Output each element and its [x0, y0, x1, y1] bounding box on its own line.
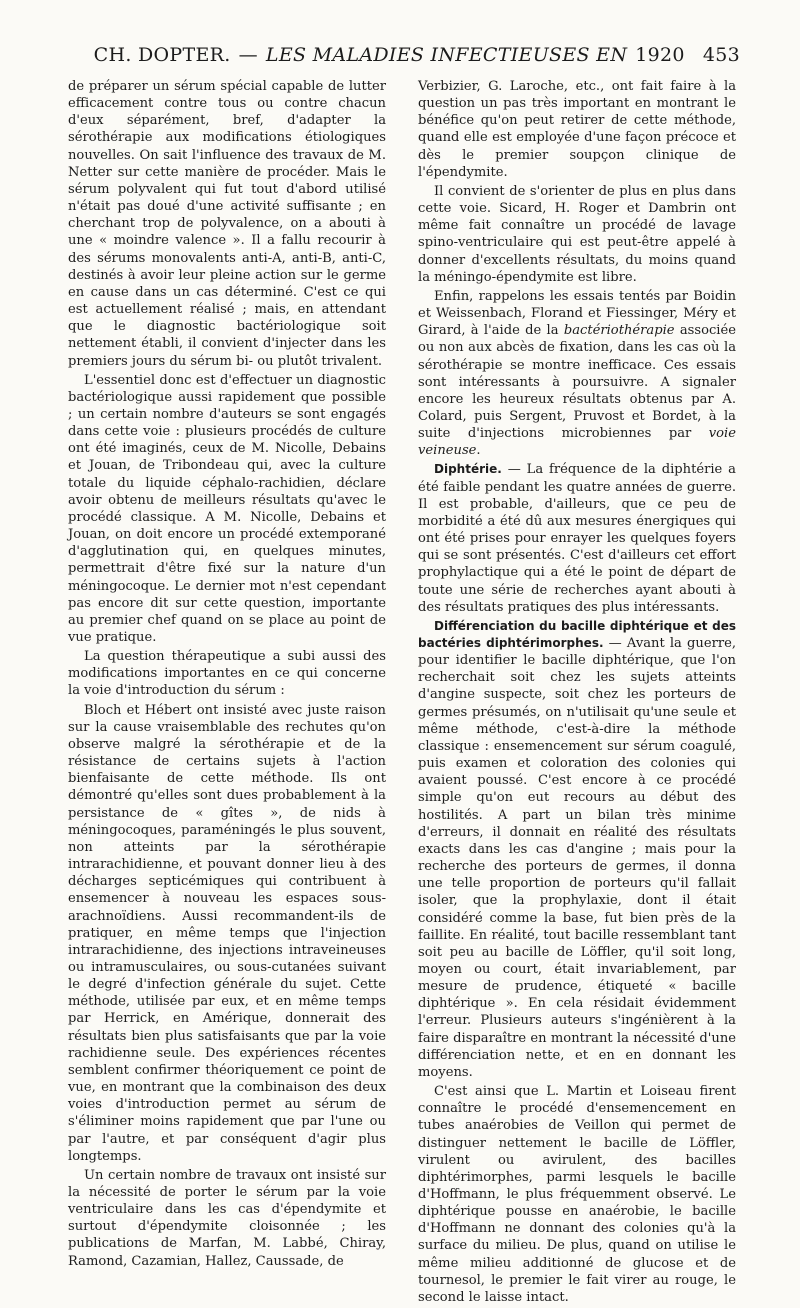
paragraph: La question thérapeutique a subi aussi des modifications importantes en ce qui concerne la voie d'introduction du sérum :	[68, 649, 386, 699]
paragraph	[418, 288, 736, 460]
header-author: CH. DOPTER.	[93, 44, 231, 66]
paragraph: L'essentiel donc est d'effectuer un diagnostic bactériologique aussi rapidement que possible ; un certain nombre d'auteurs se sont engagés dans cette voie : plusieurs procédés de culture ont été imaginés, ceux de M. Nicolle, Debains et Jouan, de Tribondeau qui, avec la culture totale du liquide céphalo-rachidien, déclare avoir obtenu de meilleurs résultats qu'avec le procédé classique. A M. Nicolle, Debains et Jouan, on doit encore un procédé extemporané d'agglutination qui, en quelques minutes, permettrait d'être fixé sur la nature d'un méningocoque. Le dernier mot n'est cependant pas encore dit sur cette question, importante au premier chef quand on se place au point de vue pratique.	[68, 372, 386, 645]
paragraph: de préparer un sérum spécial capable de lutter efficacement contre tous ou contre chacun d'eux séparément, bref, d'adapter la sérothérapie aux modifications étiologiques nouvelles. On sait l'influence des travaux de M. Netter sur cette manière de procéder. Mais le sérum polyvalent qui fut tout d'abord utilisé n'était pas doué d'une activité suffisante ; en cherchant trop de polyvalence, on a abouti à une « moindre valence ». Il a fallu recourir à des sérums monovalents anti-A, anti-B, anti-C, destinés à avoir leur pleine action sur le germe en cause dans un cas déterminé. C'est ce qui est actuellement réalisé ; mais, en attendant que le diagnostic bactériologique soit nettement établi, il convient d'injecter dans les premiers jours du sérum bi- ou plutôt trivalent.	[68, 79, 386, 369]
paragraph	[418, 618, 736, 1081]
paragraph	[418, 461, 736, 615]
italic-term: voie veineuse	[418, 426, 736, 459]
page-number: 453	[702, 44, 740, 66]
paragraph: C'est ainsi que L. Martin et Loiseau firent connaître le procédé d'ensemencement en tubes anaérobies de Veillon qui permet de distinguer nettement le bacille de Löffler, virulent ou avirulent, des bacilles diphtérimorphes, parmi lesquels le bacille d'Hoffmann, le plus fréquemment observé. Le diphtérique pousse en anaérobie, le bacille d'Hoffmann ne donnant des colonies qu'à la surface du milieu. De plus, quand on utilise le même milieu additionné de glucose et de tournesol, le premier le fait virer au rouge, le second le laisse intact.	[418, 1084, 736, 1305]
header-title: LES MALADIES INFECTIEUSES EN	[265, 44, 628, 66]
italic-term: bactériothérapie	[563, 323, 675, 339]
paragraph: Il convient de s'orienter de plus en plus dans cette voie. Sicard, H. Roger et Dambrin ont même fait connaître un procédé de lavage spino-ventriculaire qui est peut-être appelé à donner d'excellents résultats, du moins quand la méningo-épendymite est libre.	[418, 183, 736, 285]
paragraph: Bloch et Hébert ont insisté avec juste raison sur la cause vraisemblable des rechutes qu'on observe malgré la sérothérapie et de la résistance de certains sujets à l'action bienfaisante de cette méthode. Ils ont démontré qu'elles sont dues probablement à la persistance de « gîtes », de nids à méningocoques, paraméningés le plus souvent, non atteints par la sérothérapie intrarachidienne, et pouvant donner lieu à des décharges septicémiques qui contribuent à ensemencer à nouveau les espaces sous-arachnoïdiens. Aussi recommandent-ils de pratiquer, en même temps que l'injection intrarachidienne, des injections intraveineuses ou intramusculaires, ou sous-cutanées suivant le degré d'infection générale du sujet. Cette méthode, utilisée par eux, et en même temps par Herrick, en Amérique, donnerait des résultats bien plus satisfaisants que par la voie rachidienne seule. Des expériences récentes semblent confirmer théoriquement ce point de vue, en montrant que la combinaison des deux voies d'introduction permet au sérum de s'éliminer moins rapidement que par l'une ou par l'autre, et par conséquent d'agir plus longtemps.	[68, 702, 386, 1164]
text-run: — Avant la guerre, pour identifier le bacille diphtérique, que l'on recherchait soit chez les sujets atteints d'angine suspecte, soit chez les porteurs de germes présumés, on n'utilisait qu'une seule et même méthode, c'est-à-dire la méthode classique : ensemencement sur sérum coagulé, puis examen et coloration des colonies qui avaient poussé. C'est encore à ce procédé simple qu'on eut recours au début des hostilités. A part un bilan très minime d'erreurs, il donnait en réalité des résultats exacts dans les cas d'angine ; mais pour la recherche des porteurs de germes, il donna une telle proportion de porteurs qu'il fallait isoler, que la prophylaxie, dont il était considéré comme la base, fut bien près de la faillite. En réalité, tout bacille ressemblant tant soit peu au bacille de Löffler, qu'il soit long, moyen ou court, était invariablement, par mesure de prudence, étiqueté « bacille diphtérique ». En cela résidait évidemment l'erreur. Plusieurs auteurs s'ingénièrent à la faire disparaître en montrant la nécessité d'une différenciation nette, et en en donnant les moyens.	[418, 636, 736, 1080]
text-run: — La fréquence de la diphtérie a été faible pendant les quatre années de guerre. Il est probable, d'ailleurs, que ce peu de morbidité a été dû aux mesures énergiques qui ont été prises pour enrayer les quelques foyers qui se sont présentés. C'est d'ailleurs cet effort prophylactique qui a été le point de départ de toute une série de recherches ayant abouti à des résultats pratiques des plus intéressants.	[418, 462, 736, 615]
header-separator: —	[238, 44, 258, 66]
section-heading: Différenciation du bacille diphtérique et des bactéries diphtérimorphes.	[418, 618, 736, 650]
text-run: .	[476, 443, 481, 459]
header-year: 1920	[635, 44, 685, 66]
running-header	[93, 44, 740, 74]
right-column	[418, 78, 736, 1308]
text-run: associée ou non aux abcès de fixation, dans les cas où la sérothérapie se montre inefficace. Ces essais sont intéressants à poursuivre. A signaler encore les heureux résultats obtenus par A. Colard, puis Sergent, Pruvost et Bordet, à la suite d'injections microbiennes par	[418, 323, 736, 442]
text-run: Enfin, rappelons les essais tentés par Boidin et Weissenbach, Florand et Fiessinger, Méry et Girard, à l'aide de la	[418, 288, 736, 339]
section-heading: Diphtérie.	[434, 462, 502, 477]
left-column	[68, 78, 386, 1272]
paragraph: Un certain nombre de travaux ont insisté sur la nécessité de porter le sérum par la voie ventriculaire dans les cas d'épendymite et surtout d'épendymite cloisonnée ; les publications de Marfan, M. Labbé, Chiray, Ramond, Cazamian, Hallez, Caussade, de	[68, 1167, 386, 1269]
paragraph: Verbizier, G. Laroche, etc., ont fait faire à la question un pas très important en montrant le bénéfice qu'on peut retirer de cette méthode, quand elle est employée d'une façon précoce et dès le premier soupçon clinique de l'épendymite.	[418, 79, 736, 180]
